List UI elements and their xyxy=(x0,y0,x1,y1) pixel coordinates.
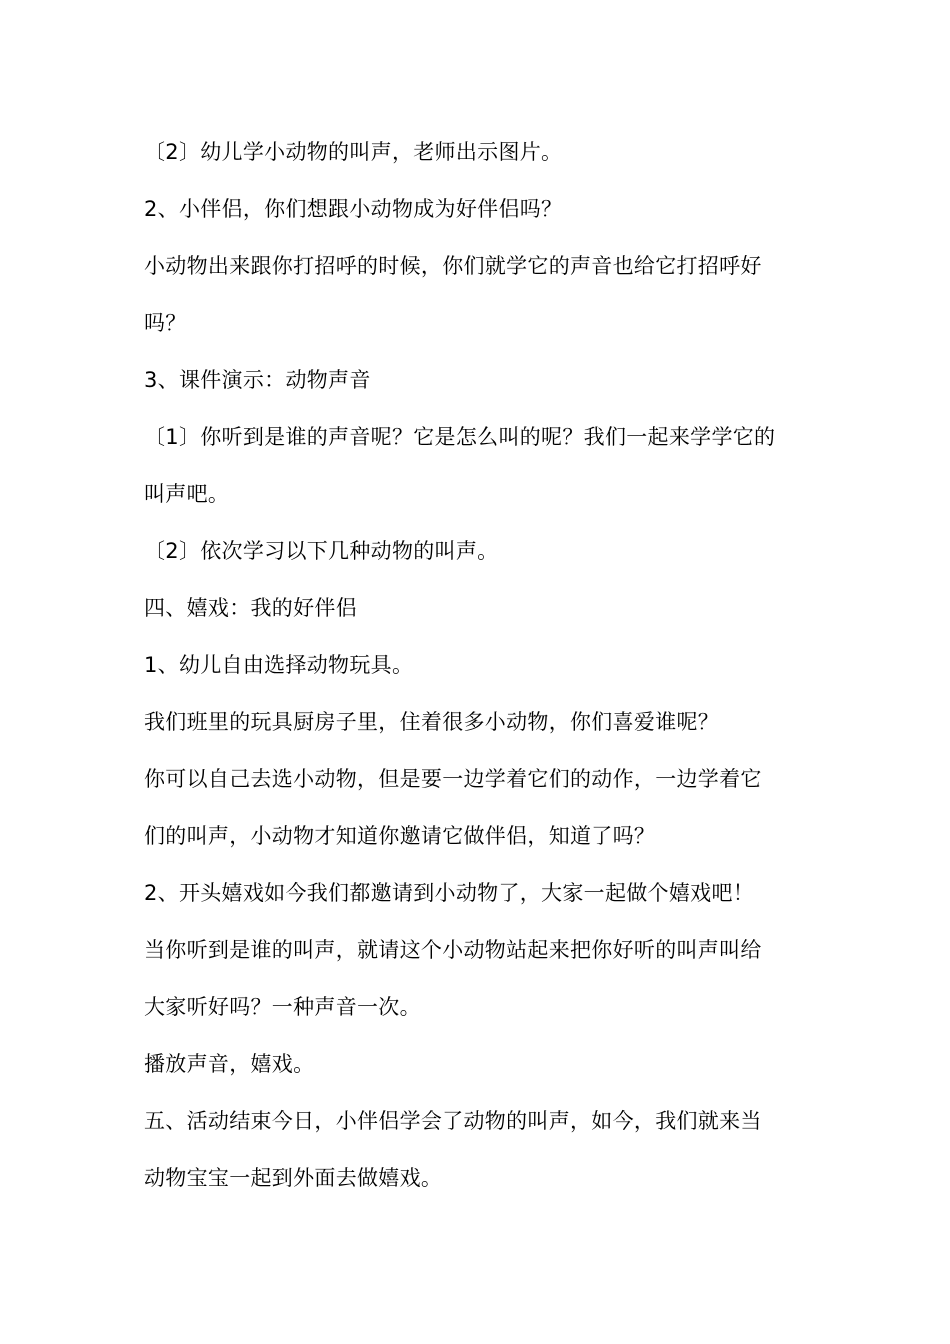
paragraph-line: 2、小伴侣，你们想跟小动物成为好伴侣吗？ xyxy=(144,197,563,221)
paragraph-line: 当你听到是谁的叫声，就请这个小动物站起来把你好听的叫声叫给 xyxy=(144,938,762,962)
paragraph-line: 1、幼儿自由选择动物玩具。 xyxy=(144,653,414,677)
paragraph-line: 叫声吧。 xyxy=(144,482,230,506)
paragraph-line: 动物宝宝一起到外面去做嬉戏。 xyxy=(144,1166,443,1190)
document-body xyxy=(144,132,814,1215)
paragraph-line: 3、课件演示：动物声音 xyxy=(144,368,371,392)
paragraph-line: 2、开头嬉戏如今我们都邀请到小动物了，大家一起做个嬉戏吧！ xyxy=(144,881,755,905)
paragraph-line: 我们班里的玩具厨房子里，住着很多小动物，你们喜爱谁呢？ xyxy=(144,710,720,734)
paragraph-line: 〔2〕幼儿学小动物的叫声，老师出示图片。 xyxy=(144,140,563,164)
section-heading: 四、嬉戏：我的好伴侣 xyxy=(144,596,357,620)
paragraph-line: 们的叫声，小动物才知道你邀请它做伴侣，知道了吗？ xyxy=(144,824,656,848)
paragraph-line: 〔2〕依次学习以下几种动物的叫声。 xyxy=(144,539,499,563)
paragraph-line: 吗？ xyxy=(144,311,187,335)
paragraph-line: 播放声音，嬉戏。 xyxy=(144,1052,315,1076)
paragraph-line: 你可以自己去选小动物，但是要一边学着它们的动作，一边学着它 xyxy=(144,767,762,791)
section-heading: 五、活动结束今日，小伴侣学会了动物的叫声，如今，我们就来当 xyxy=(144,1109,762,1133)
paragraph-line: 〔1〕你听到是谁的声音呢？它是怎么叫的呢？我们一起来学学它的 xyxy=(144,425,776,449)
paragraph-line: 小动物出来跟你打招呼的时候，你们就学它的声音也给它打招呼好 xyxy=(144,254,762,278)
paragraph-line: 大家听好吗？一种声音一次。 xyxy=(144,995,421,1019)
